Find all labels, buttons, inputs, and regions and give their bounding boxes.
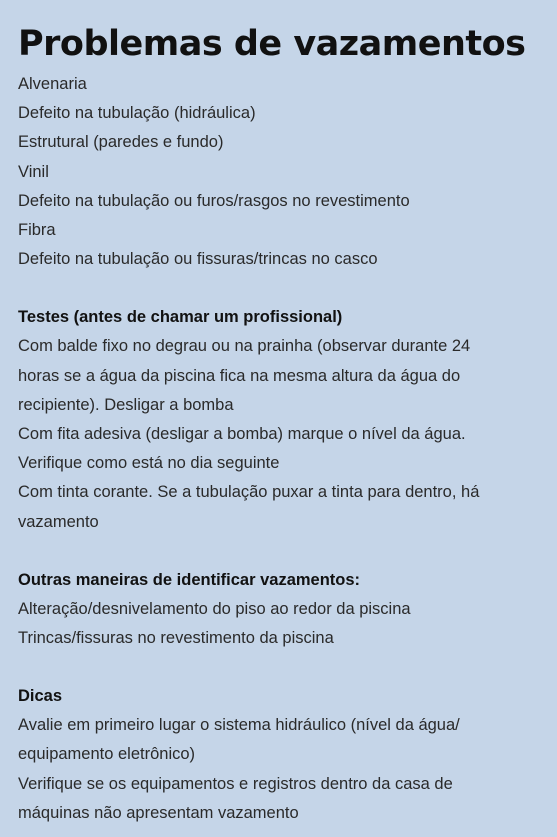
list-item: Verifique se os equipamentos e registros dentro da casa de [18, 774, 453, 793]
list-item: vazamento [18, 512, 99, 531]
list-item: Verifique como está no dia seguinte [18, 454, 280, 473]
list-item: equipamento eletrônico) [18, 745, 196, 764]
page-title: Problemas de vazamentos [18, 24, 526, 64]
list-item: Vinil [18, 162, 49, 181]
other-ways-section [18, 566, 539, 653]
tips-section [18, 682, 539, 828]
tests-list [18, 332, 539, 536]
list-item: Alteração/desnivelamento do piso ao redor da piscina [18, 599, 411, 618]
list-item: Trincas/fissuras no revestimento da piscina [18, 629, 334, 648]
list-item: Fibra [18, 221, 56, 240]
list-item: máquinas não apresentam vazamento [18, 803, 299, 822]
list-item: Defeito na tubulação ou fissuras/trincas no casco [18, 250, 378, 269]
list-item: Alvenaria [18, 75, 87, 93]
other-ways-list [18, 595, 539, 653]
tips-heading: Dicas [18, 687, 63, 706]
list-item: Defeito na tubulação (hidráulica) [18, 104, 256, 123]
list-item: recipiente). Desligar a bomba [18, 395, 234, 414]
tips-list [18, 711, 539, 828]
list-item: Defeito na tubulação ou furos/rasgos no revestimento [18, 191, 410, 210]
pool-types-section [18, 70, 539, 274]
list-item: Com tinta corante. Se a tubulação puxar a tinta para dentro, há [18, 483, 480, 502]
list-item: Com balde fixo no degrau ou na prainha (observar durante 24 [18, 337, 471, 356]
tests-heading: Testes (antes de chamar um profissional) [18, 308, 343, 327]
list-item: horas se a água da piscina fica na mesma altura da água do [18, 366, 461, 385]
list-item: Com fita adesiva (desligar a bomba) marque o nível da água. [18, 425, 466, 444]
list-item: Avalie em primeiro lugar o sistema hidráulico (nível da água/ [18, 716, 460, 735]
tests-section [18, 303, 539, 536]
pool-types-list [18, 70, 539, 274]
list-item: Estrutural (paredes e fundo) [18, 133, 224, 152]
other-ways-heading: Outras maneiras de identificar vazamentos: [18, 570, 361, 589]
